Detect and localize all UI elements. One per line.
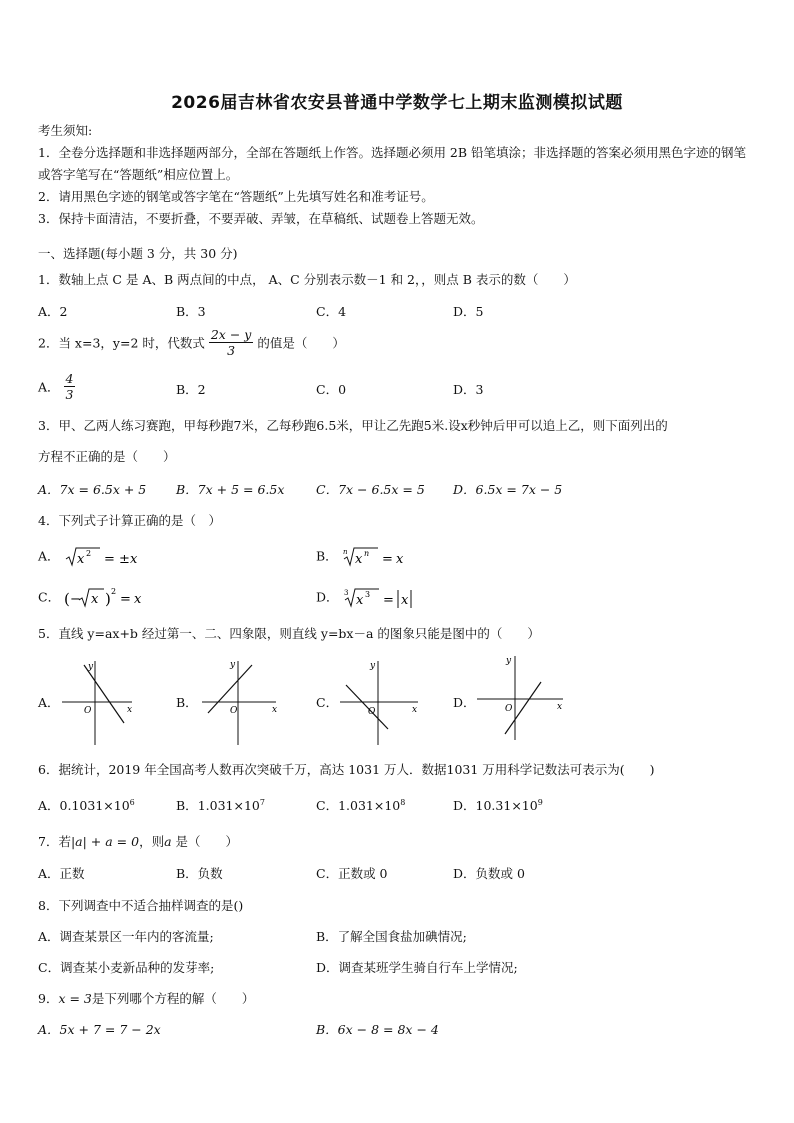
- svg-text:(: (: [64, 590, 70, 608]
- q4-option-d[interactable]: [316, 585, 423, 611]
- notice-item-3: 3．保持卡面清洁，不要折叠，不要弄破、弄皱，在草稿纸、试题卷上答题无效。: [38, 211, 484, 226]
- q6-option-b-mant: 1.031×10: [197, 798, 260, 813]
- q3-option-a[interactable]: A．7x = 6.5x + 5: [38, 482, 147, 497]
- svg-text:3: 3: [364, 590, 370, 599]
- svg-text:2: 2: [85, 549, 91, 558]
- q5-b-x-label: x: [272, 705, 278, 715]
- svg-text:=: =: [120, 592, 131, 607]
- q4-option-b[interactable]: [316, 545, 414, 569]
- q3-option-d[interactable]: D．6.5x = 7x − 5: [453, 482, 563, 497]
- q6-option-b-exp: 7: [259, 797, 265, 807]
- q5-b-y-label: y: [230, 660, 236, 670]
- q6-option-c-label: C．: [316, 798, 339, 813]
- q4-option-d-label: D．: [316, 589, 339, 605]
- svg-text:x: x: [355, 593, 363, 608]
- q9-stem: [38, 989, 254, 1007]
- svg-text:x: x: [76, 552, 84, 567]
- svg-text:x: x: [400, 593, 408, 608]
- q5-graph-c[interactable]: [338, 655, 422, 747]
- svg-text:=: =: [382, 593, 394, 608]
- q3-option-c[interactable]: C．7x − 6.5x = 5: [316, 482, 425, 497]
- q4-stem: 4．下列式子计算正确的是（ ）: [38, 513, 221, 528]
- q7-stem-post: 是（ ）: [171, 834, 239, 849]
- q2-fraction-den: 3: [227, 343, 236, 358]
- q5-option-a-label[interactable]: A．: [38, 695, 60, 710]
- q2-fraction-num: 2x − y: [210, 327, 252, 342]
- notice-item-1: 1．全卷分选择题和非选择题两部分，全部在答题纸上作答。选择题必须用 2B 铅笔填涂；非选择题的答案必须用黑色字迹的钢笔或答字笔写在“答题纸”相应位置上。: [38, 145, 747, 182]
- q9-option-a[interactable]: A．5x + 7 = 7 − 2x: [38, 1022, 161, 1037]
- q6-option-c[interactable]: [316, 796, 405, 814]
- svg-text:= ±: = ±: [103, 552, 130, 567]
- svg-text:−: −: [70, 592, 81, 607]
- q1-stem: 1．数轴上点 C 是 A、B 两点间的中点， A、C 分别表示数－1 和 2，，则点 B 表示的数（ ）: [38, 272, 576, 287]
- q5-graph-a[interactable]: [60, 655, 140, 747]
- q5-option-c-label[interactable]: C．: [316, 695, 339, 710]
- q8-option-a[interactable]: A．调查某景区一年内的客流量;: [38, 929, 214, 944]
- q2-option-a-num: 4: [65, 371, 74, 386]
- svg-text:n: n: [342, 548, 348, 556]
- q4-option-b-formula: [342, 545, 414, 569]
- q7-option-b[interactable]: B．负数: [176, 866, 223, 881]
- q5-stem: 5．直线 y=ax+b 经过第一、二、四象限，则直线 y=bx－a 的图象只能是图中的（ ）: [38, 626, 540, 641]
- q1-option-a[interactable]: A．2: [38, 304, 68, 319]
- q2-stem-post: 的值是（ ）: [257, 335, 345, 351]
- q6-option-a-mant: 0.1031×10: [59, 798, 130, 813]
- q5-d-x-label: x: [557, 702, 563, 712]
- q4-option-c-label: C．: [38, 589, 61, 605]
- q2-stem: [38, 327, 345, 358]
- q8-option-b[interactable]: B．了解全国食盐加碘情况;: [316, 929, 467, 944]
- q2-option-a-den: 3: [65, 387, 74, 402]
- q5-d-y-label: y: [506, 656, 512, 666]
- q3-stem-line2: 方程不正确的是（ ）: [38, 449, 176, 464]
- q5-graph-d[interactable]: [475, 650, 567, 742]
- q8-option-c[interactable]: C．调查某小麦新品种的发芽率;: [38, 960, 215, 975]
- q2-option-a[interactable]: [38, 371, 75, 402]
- q4-option-b-label: B．: [316, 548, 338, 564]
- q5-a-origin: O: [84, 706, 92, 716]
- q9-stem-pre: 9．: [38, 991, 59, 1006]
- q3-stem-line1: 3．甲、乙两人练习赛跑，甲每秒跑7米，乙每秒跑6.5米，甲让乙先跑5米.设x秒钟后甲可以追上乙，则下面列出的: [38, 418, 668, 433]
- section-heading: 一、选择题(每小题 3 分，共 30 分): [38, 246, 238, 261]
- q7-stem-pre: 7．若: [38, 834, 71, 849]
- q6-option-b-label: B．: [176, 798, 198, 813]
- q3-option-b[interactable]: B．7x + 5 = 6.5x: [176, 482, 285, 497]
- exam-title: 2026届吉林省农安县普通中学数学七上期末监测模拟试题: [171, 93, 623, 113]
- notice-block: [38, 120, 758, 230]
- notice-item-2: 2．请用黑色字迹的钢笔或答字笔在“答题纸”上先填写姓名和准考证号。: [38, 189, 434, 204]
- q1-option-c[interactable]: C．4: [316, 304, 347, 319]
- q7-option-a[interactable]: A．正数: [38, 866, 85, 881]
- q8-stem: 8．下列调查中不适合抽样调查的是(): [38, 898, 244, 913]
- q6-option-a[interactable]: [38, 796, 135, 814]
- q4-option-a-label: A．: [38, 548, 60, 564]
- q2-option-a-fraction: [64, 371, 76, 402]
- q5-d-origin: O: [505, 704, 513, 714]
- notice-heading: 考生须知:: [38, 123, 93, 138]
- q7-option-c[interactable]: C．正数或 0: [316, 866, 388, 881]
- svg-text:n: n: [363, 549, 369, 558]
- q6-stem: 6．据统计，2019 年全国高考人数再次突破千万，高达 1031 万人．数据1031 万用科学记数法可表示为( ): [38, 762, 655, 777]
- svg-text:x: x: [354, 552, 363, 567]
- q1-option-d[interactable]: D．5: [453, 304, 484, 319]
- q7-stem: [38, 832, 238, 850]
- q6-option-d-exp: 9: [537, 797, 543, 807]
- q9-stem-post: 是下列哪个方程的解（ ）: [91, 991, 255, 1006]
- svg-text:x: x: [91, 592, 99, 607]
- q2-option-d[interactable]: D．3: [453, 382, 484, 397]
- q5-c-y-label: y: [370, 661, 376, 671]
- q8-option-d[interactable]: D．调查某班学生骑自行车上学情况;: [316, 960, 518, 975]
- q6-option-c-mant: 1.031×10: [338, 798, 401, 813]
- q4-option-c-formula: [64, 585, 154, 611]
- svg-text:=: =: [381, 552, 393, 567]
- q5-b-origin: O: [230, 706, 238, 716]
- q2-fraction: [209, 327, 254, 358]
- q6-option-d-label: D．: [453, 798, 476, 813]
- q5-a-y-label: y: [88, 662, 94, 672]
- q6-option-a-exp: 6: [129, 797, 135, 807]
- q4-option-a-formula: [64, 545, 144, 569]
- q4-option-d-formula: [343, 585, 423, 611]
- q9-stem-math: x = 3: [58, 991, 92, 1006]
- svg-text:): ): [105, 590, 111, 608]
- q4-option-c[interactable]: [38, 585, 154, 611]
- q6-option-d-mant: 10.31×10: [475, 798, 538, 813]
- q2-stem-pre: 2．当 x=3，y=2 时，代数式: [38, 335, 205, 351]
- q5-option-b-label[interactable]: B．: [176, 695, 198, 710]
- q6-option-d[interactable]: [453, 796, 543, 814]
- svg-text:2: 2: [111, 587, 117, 596]
- q7-stem-mid: ，则: [139, 834, 165, 849]
- q4-option-a[interactable]: [38, 545, 144, 569]
- q9-option-b[interactable]: B．6x − 8 = 8x − 4: [316, 1022, 439, 1037]
- svg-text:x: x: [395, 552, 404, 567]
- q5-graph-b[interactable]: [200, 655, 280, 747]
- q7-stem-var: a: [164, 834, 172, 849]
- q5-c-origin: O: [368, 707, 376, 717]
- svg-text:3: 3: [343, 589, 348, 597]
- svg-text:x: x: [129, 552, 137, 567]
- svg-text:x: x: [134, 592, 142, 607]
- q6-option-c-exp: 8: [400, 797, 406, 807]
- q5-c-x-label: x: [412, 705, 418, 715]
- q5-a-x-label: x: [127, 705, 133, 715]
- q6-option-a-label: A．: [38, 798, 60, 813]
- q6-option-b[interactable]: [176, 796, 265, 814]
- q2-option-c[interactable]: C．0: [316, 382, 347, 397]
- q2-option-a-label: A．: [38, 379, 60, 395]
- q1-option-b[interactable]: B．3: [176, 304, 206, 319]
- q7-option-d[interactable]: D．负数或 0: [453, 866, 525, 881]
- q5-option-d-label[interactable]: D．: [453, 695, 476, 710]
- q2-option-b[interactable]: B．2: [176, 382, 206, 397]
- q7-stem-math: |a| + a = 0: [70, 834, 140, 849]
